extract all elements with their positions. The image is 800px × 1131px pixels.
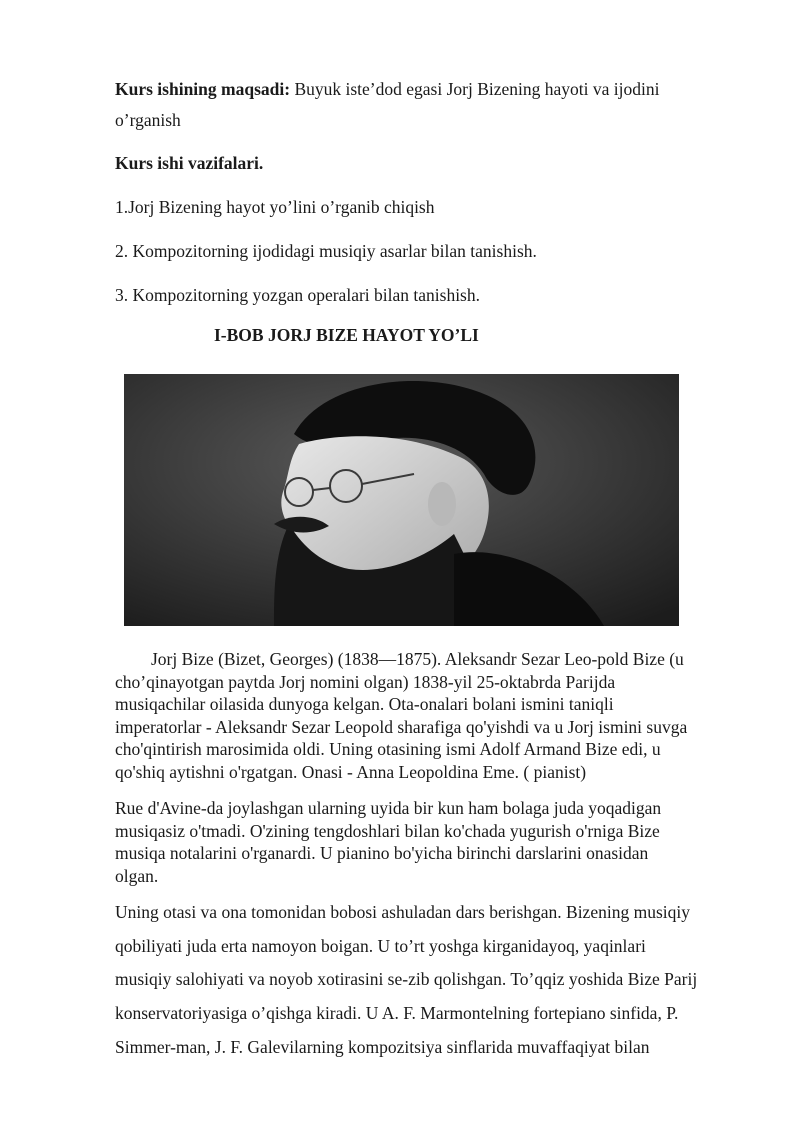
paragraph-line: musiqasiz o'tmadi. O'zining tengdoshlari bilan ko'chada yugurish o'rniga Bize xyxy=(115,820,660,841)
goal-label: Kurs ishining maqsadi: xyxy=(115,79,291,99)
paragraph-line: musiqa notalarini o'rganardi. U pianino bo'yicha birinchi darslarini onasidan xyxy=(115,843,649,863)
paragraph-line: musiqiy salohiyati va noyob xotirasini se-zib qolishgan. To’qqiz yoshida Bize Parij xyxy=(115,969,698,990)
paragraph-line: Simmer-man, J. F. Galevilarning kompozitsiya sinflarida muvaffaqiyat bilan xyxy=(115,1036,650,1057)
paragraph-education xyxy=(115,896,755,1065)
goal-text: Buyuk iste’dod egasi Jorj Bizening hayoti va ijodini xyxy=(290,79,660,99)
task-item-1: 1.Jorj Bizening hayot yo’lini o’rganib chiqish xyxy=(115,197,435,217)
paragraph-biography xyxy=(115,648,755,783)
paragraph-line: cho’qinayotgan paytda Jorj nomini olgan) 1838-yil 25-oktabrda Parijda xyxy=(115,671,616,692)
paragraph-line: qo'shiq aytishni o'rgatgan. Onasi - Anna Leopoldina Eme. ( pianist) xyxy=(115,761,587,782)
task-item-2: 2. Kompozitorning ijodidagi musiqiy asarlar bilan tanishish. xyxy=(115,241,537,261)
paragraph-line: qobiliyati juda erta namoyon boigan. U to’rt yoshga kirganidayoq, yaqinlari xyxy=(115,935,646,956)
paragraph-line: Rue d'Avine-da joylashgan ularning uyida bir kun ham bolaga juda yoqadigan xyxy=(115,798,662,818)
paragraph-line: imperatorlar - Aleksandr Sezar Leopold sharafiga qo'yishdi va u Jorj ismini suvga xyxy=(115,716,688,737)
chapter-heading: I-BOB JORJ BIZE HAYOT YO’LI xyxy=(214,325,479,345)
paragraph-line: cho'qintirish marosimida oldi. Uning otasining ismi Adolf Armand Bize edi, u xyxy=(115,739,661,759)
paragraph-line: musiqachilar oilasida dunyoga kelgan. Ota-onalari bolani ismini taniqli xyxy=(115,694,614,714)
paragraph-line: konservatoriyasiga o’qishga kiradi. U A. F. Marmontelning fortepiano sinfida, P. xyxy=(115,1003,679,1024)
paragraph-childhood xyxy=(115,797,755,887)
paragraph-line: Jorj Bize (Bizet, Georges) (1838—1875). Aleksandr Sezar Leo-pold Bize (u xyxy=(151,649,684,669)
goal-text-continued: o’rganish xyxy=(115,110,181,130)
tasks-title: Kurs ishi vazifalari. xyxy=(115,153,264,173)
portrait-photo xyxy=(124,374,679,626)
paragraph-line: Uning otasi va ona tomonidan bobosi ashuladan dars berishgan. Bizening musiqiy xyxy=(115,902,690,922)
goal-line xyxy=(115,78,659,100)
task-item-3: 3. Kompozitorning yozgan operalari bilan tanishish. xyxy=(115,285,480,305)
paragraph-line: olgan. xyxy=(115,865,159,886)
